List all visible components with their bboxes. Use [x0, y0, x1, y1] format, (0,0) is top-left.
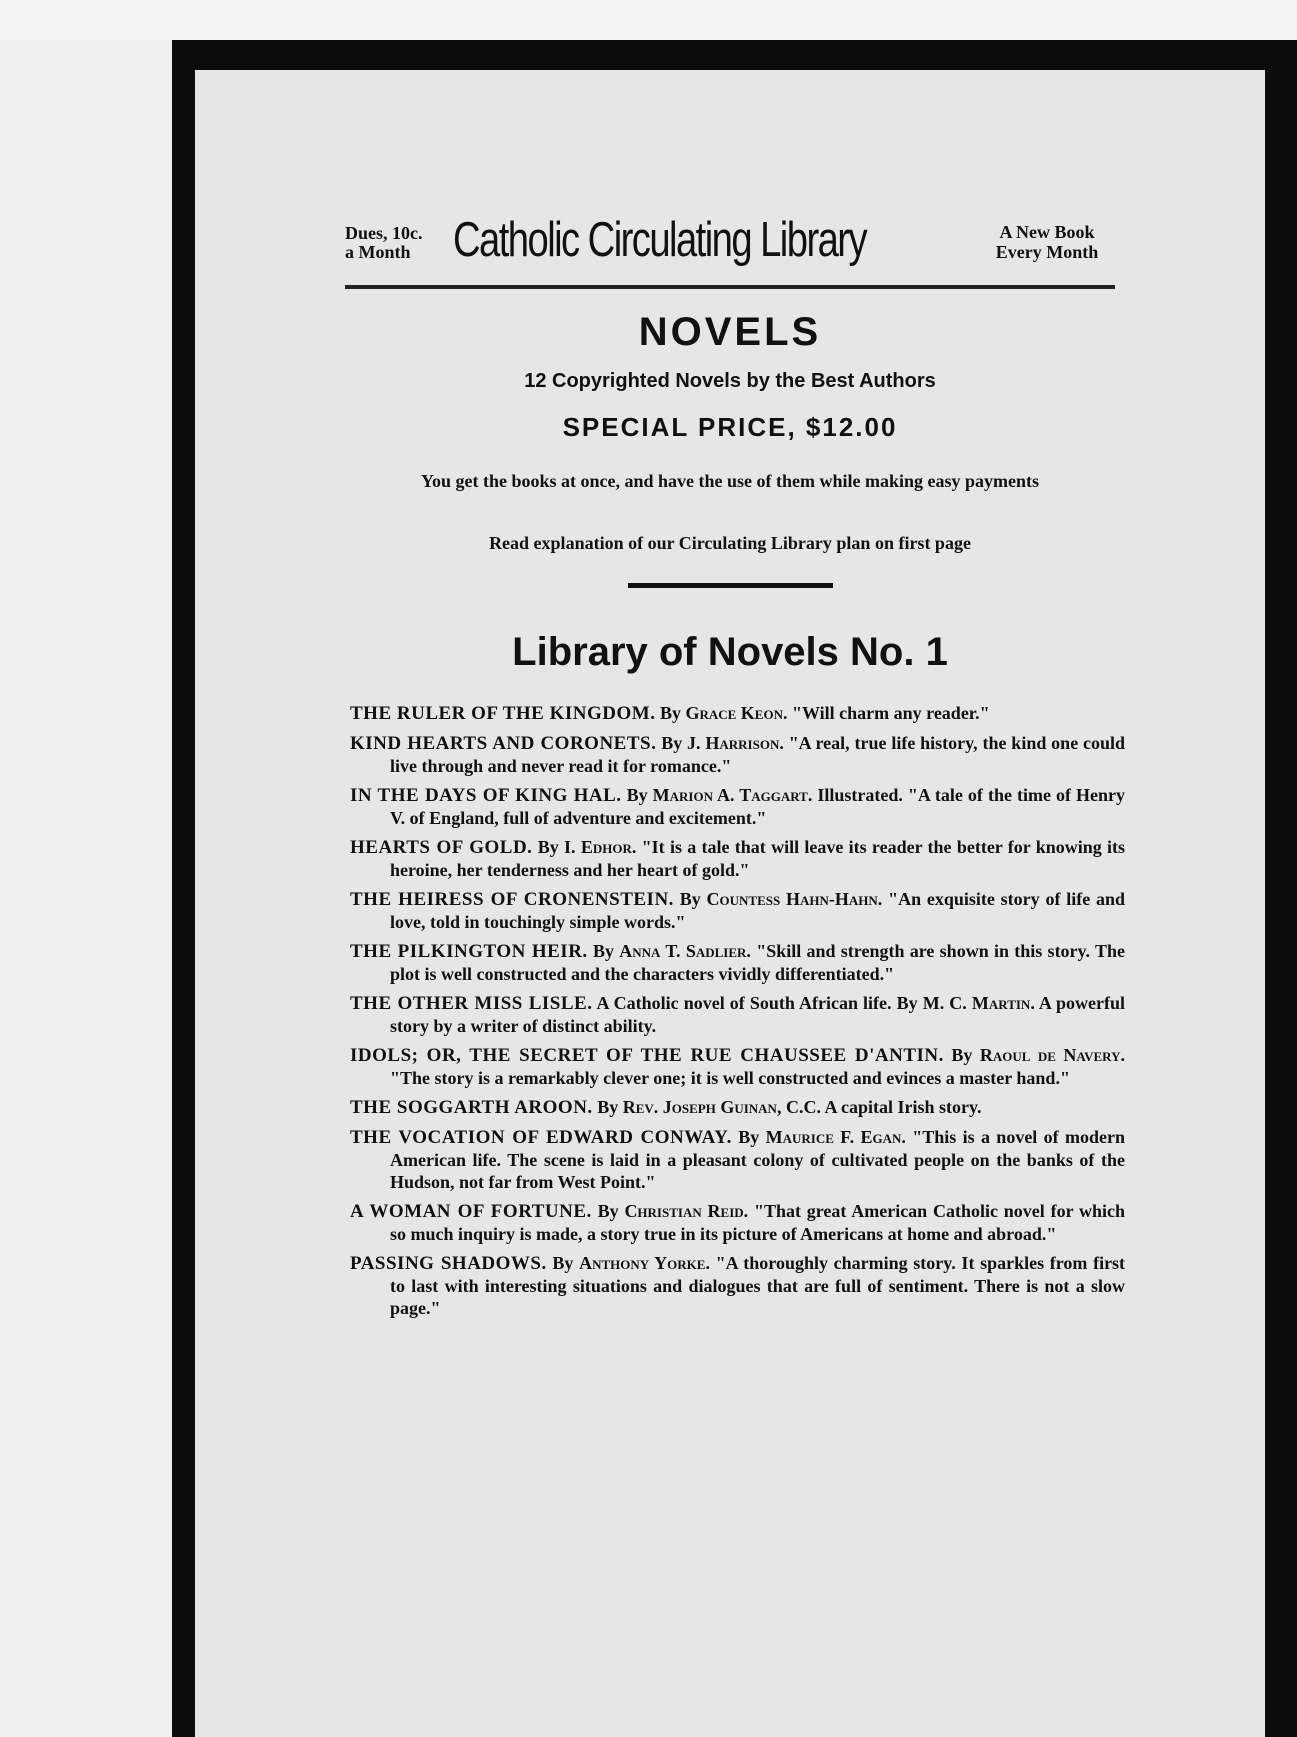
dues-line-2: a Month [345, 242, 411, 262]
novel-by: By [552, 1253, 574, 1273]
novel-title: HEARTS OF GOLD. [350, 837, 533, 858]
novel-entry [350, 1252, 1125, 1319]
novel-author: Maurice F. Egan. [765, 1127, 906, 1147]
novel-entry [350, 1200, 1125, 1245]
novel-entry [350, 1044, 1125, 1089]
dues-note [345, 224, 455, 262]
novel-title: THE OTHER MISS LISLE. [350, 993, 593, 1014]
special-price: SPECIAL PRICE, $12.00 [562, 412, 898, 442]
novel-by: By [659, 703, 681, 723]
novel-title: KIND HEARTS AND CORONETS. [350, 733, 657, 754]
plan-note: Read explanation of our Circulating Library plan on first page [489, 533, 971, 553]
novel-title: THE HEIRESS OF CRONENSTEIN. [350, 889, 674, 910]
library-of-novels-heading: Library of Novels No. 1 [512, 630, 948, 674]
dues-line-1: Dues, 10c. [345, 223, 423, 243]
novel-by: By [738, 1127, 760, 1147]
novel-by: By [597, 1097, 619, 1117]
novel-entry [350, 992, 1125, 1037]
novel-description: A capital Irish story. [824, 1097, 982, 1117]
novel-title: THE PILKINGTON HEIR. [350, 941, 588, 962]
novel-description: Illustrated. "A tale of the time of Henry V. of England, full of adventure and excitement." [390, 785, 1125, 828]
new-book-line-2: Every Month [995, 242, 1099, 262]
novel-description: "That great American Catholic novel for which so much inquiry is made, a story true in its picture of Americans at home and abroad." [390, 1201, 1126, 1244]
novel-title: IN THE DAYS OF KING HAL. [350, 785, 622, 806]
novel-author: Christian Reid. [624, 1201, 749, 1221]
novel-entry [350, 888, 1125, 933]
novel-by: By [626, 785, 648, 805]
novel-by: By [951, 1045, 973, 1065]
new-book-line-1: A New Book [999, 222, 1095, 242]
novel-author: Rev. Joseph Guinan, C.C. [622, 1097, 821, 1117]
novel-title: IDOLS; OR, THE SECRET OF THE RUE CHAUSSEE D'ANTIN. [350, 1045, 944, 1066]
novel-author: Anthony Yorke. [579, 1253, 710, 1273]
novel-description: A powerful story by a writer of distinct ability. [390, 993, 1126, 1036]
novel-title: THE VOCATION OF EDWARD CONWAY. [350, 1127, 732, 1148]
novel-by: By [679, 889, 701, 909]
novel-by: By [537, 837, 559, 857]
novel-title: PASSING SHADOWS. [350, 1253, 547, 1274]
novel-description: "The story is a remarkably clever one; it is well constructed and evinces a master hand." [390, 1068, 1070, 1088]
novel-entry [350, 732, 1125, 777]
novel-list [350, 702, 1125, 1326]
library-name: Catholic Circulating Library [453, 213, 867, 267]
novel-title: THE SOGGARTH AROON. [350, 1097, 593, 1118]
payment-note: You get the books at once, and have the use of them while making easy payments [420, 471, 1040, 491]
library-header [345, 210, 1115, 280]
novel-entry [350, 836, 1125, 881]
novel-description: "An exquisite story of life and love, told in touchingly simple words." [390, 889, 1126, 932]
novel-by: A Catholic novel of South African life. By [596, 993, 918, 1013]
top-margin [0, 0, 1297, 40]
novel-author: Anna T. Sadlier. [619, 941, 751, 961]
novel-description: "A real, true life history, the kind one could live through and never read it for romance." [390, 733, 1126, 776]
header-rule [345, 285, 1115, 289]
novel-entry [350, 1096, 1125, 1119]
novel-description: "This is a novel of modern American life. The scene is laid in a pleasant colony of cultivated people on the banks of the Hudson, not far from West Point." [390, 1127, 1126, 1192]
novels-heading: NOVELS [638, 310, 822, 354]
new-book-note [977, 222, 1117, 262]
novel-by: By [661, 733, 683, 753]
novel-author: Countess Hahn-Hahn. [706, 889, 883, 909]
novel-author: Grace Keon. [685, 703, 788, 723]
novel-entry [350, 784, 1125, 829]
novel-description: "It is a tale that will leave its reader the better for knowing its heroine, her tenderness and her heart of gold." [390, 837, 1126, 880]
novel-author: M. C. Martin. [922, 993, 1035, 1013]
novel-description: "A thoroughly charming story. It sparkles from first to last with interesting situations and dialogues that are full of sentiment. There is not a slow page." [390, 1253, 1126, 1318]
document-page [195, 70, 1265, 1737]
novel-author: J. Harrison. [687, 733, 784, 753]
novel-author: Marion A. Taggart. [652, 785, 813, 805]
novel-description: "Will charm any reader." [791, 703, 990, 723]
novel-entry [350, 940, 1125, 985]
section-divider [628, 583, 833, 588]
novel-entry [350, 702, 1125, 725]
copyright-subtitle: 12 Copyrighted Novels by the Best Authors [524, 370, 936, 392]
novel-entry [350, 1126, 1125, 1193]
novel-title: A WOMAN OF FORTUNE. [350, 1201, 592, 1222]
novel-title: THE RULER OF THE KINGDOM. [350, 703, 656, 724]
novel-by: By [597, 1201, 619, 1221]
novel-by: By [592, 941, 614, 961]
novel-description: "Skill and strength are shown in this story. The plot is well constructed and the characters vividly differentiated." [390, 941, 1126, 984]
novel-author: I. Edhor. [564, 837, 637, 857]
novel-author: Raoul de Navery. [979, 1045, 1126, 1065]
